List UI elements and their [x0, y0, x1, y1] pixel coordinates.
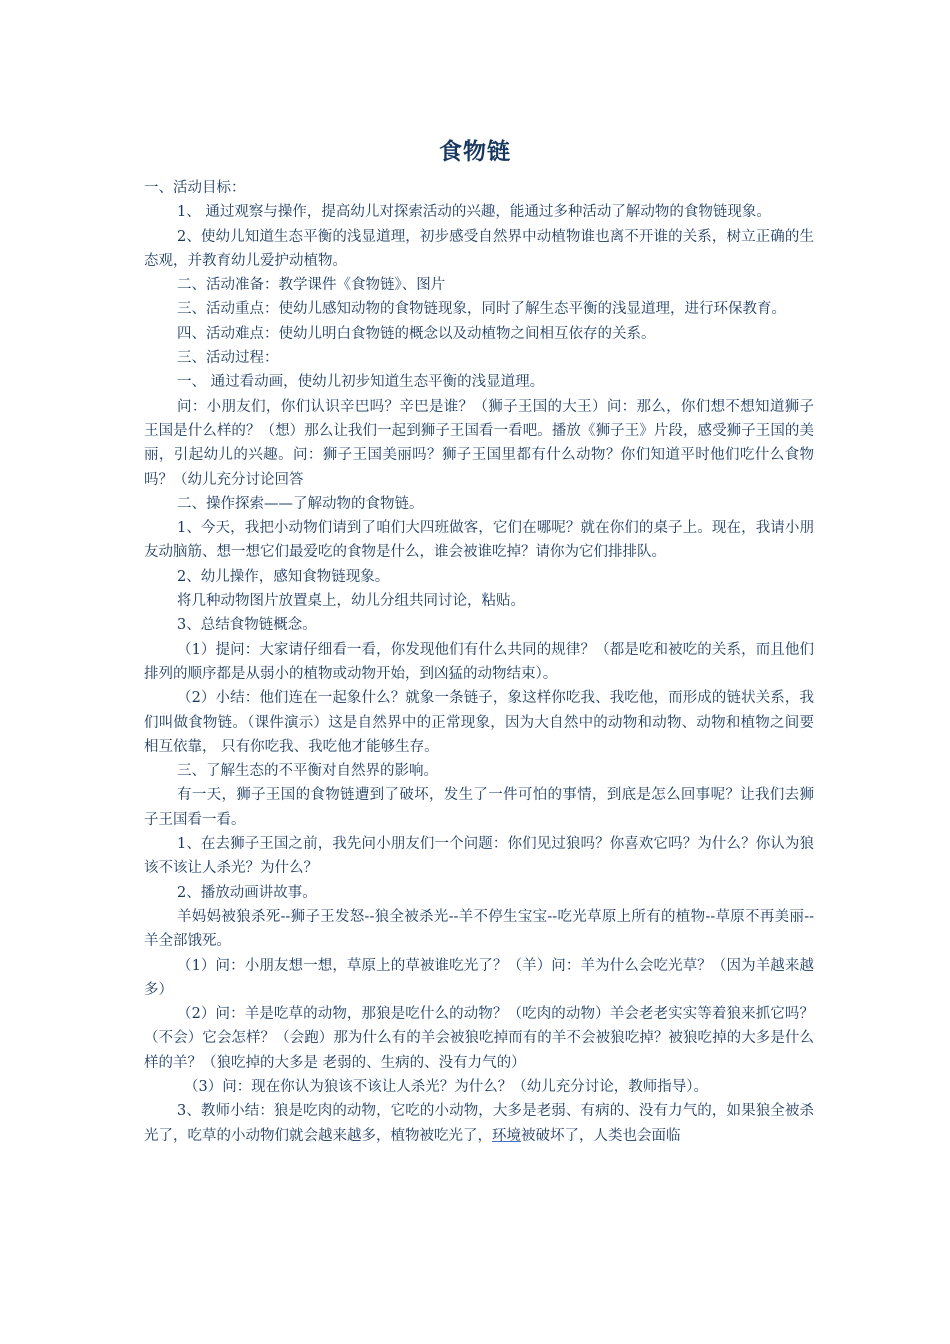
paragraph: 2、播放动画讲故事。	[177, 884, 317, 901]
paragraph: 三、活动过程：	[177, 350, 279, 367]
paragraph: 四、活动难点：使幼儿明白食物链的概念以及动植物之间相互依存的关系。	[177, 325, 656, 342]
paragraph: 二、操作探索——了解动物的食物链。	[177, 495, 424, 512]
paragraph: 3、总结食物链概念。	[177, 617, 317, 634]
document-title: 食物链	[439, 139, 511, 165]
paragraph: 三、活动重点：使幼儿感知动物的食物链现象，同时了解生态平衡的浅显道理，进行环保教育。	[177, 301, 786, 318]
paragraph: 一、活动目标：	[144, 180, 246, 196]
paragraph-text: 3、教师小结：狼是吃肉的动物，它吃的小动物，大多是老弱、有病的、没有力气的，如果狼全被杀光了，吃草的小动物们就会越来越多，植物被吃光了，	[144, 1103, 814, 1144]
paragraph: 三、了解生态的不平衡对自然界的影响。	[177, 763, 438, 780]
document-body	[144, 176, 814, 1148]
environment-link[interactable]: 环境	[492, 1127, 521, 1144]
paragraph: 有一天，狮子王国的食物链遭到了破坏，发生了一件可怕的事情，到底是怎么回事呢？让我们去狮子王国看一看。	[144, 787, 814, 828]
paragraph: 问：小朋友们，你们认识辛巴吗？辛巴是谁？（狮子王国的大王）问：那么，你们想不想知道狮子王国是什么样的？（想）那么让我们一起到狮子王国看一看吧。播放《狮子王》片段，感受狮子王国的美丽，引起幼儿的兴趣。问：狮子王国美丽吗？狮子王国里都有什么动物？你们知道平时他们吃什么食物吗？（幼儿充分讨论回答	[144, 398, 814, 488]
paragraph: 1、今天，我把小动物们请到了咱们大四班做客，它们在哪呢？就在你们的桌子上。现在，我请小朋友动脑筋、想一想它们最爱吃的食物是什么，谁会被谁吃掉？请你为它们排排队。	[144, 520, 814, 561]
paragraph: 2、使幼儿知道生态平衡的浅显道理，初步感受自然界中动植物谁也离不开谁的关系，树立正确的生态观，并教育幼儿爱护动植物。	[144, 228, 814, 269]
paragraph-last	[144, 1099, 814, 1148]
paragraph: 二、活动准备：教学课件《食物链》、图片	[177, 277, 446, 294]
paragraph: 1、 通过观察与操作，提高幼儿对探索活动的兴趣，能通过多种活动了解动物的食物链现象。	[177, 204, 771, 221]
paragraph: （3）问：现在你认为狼该不该让人杀光？为什么？（幼儿充分讨论，教师指导）。	[184, 1078, 708, 1095]
paragraph: 一、 通过看动画，使幼儿初步知道生态平衡的浅显道理。	[177, 374, 545, 391]
paragraph: 将几种动物图片放置桌上，幼儿分组共同讨论，粘贴。	[177, 593, 525, 610]
paragraph: 羊妈妈被狼杀死--狮子王发怒--狼全被杀光--羊不停生宝宝--吃光草原上所有的植物--草原不再美丽--羊全部饿死。	[144, 908, 814, 950]
paragraph: 1、在去狮子王国之前，我先问小朋友们一个问题：你们见过狼吗？你喜欢它吗？为什么？你认为狼该不该让人杀光？为什么？	[144, 836, 814, 877]
paragraph: （2）小结：他们连在一起象什么？就象一条链子，象这样你吃我、我吃他，而形成的链状关系，我们叫做食物链。（课件演示）这是自然界中的正常现象，因为大自然中的动物和动物、动物和植物之间要相互依靠， 只有你吃我、我吃他才能够生存。	[144, 690, 814, 755]
paragraph: （1）问：小朋友想一想，草原上的草被谁吃光了？（羊）问：羊为什么会吃光草？（因为羊越来越多）	[144, 957, 814, 998]
paragraph: （2）问：羊是吃草的动物，那狼是吃什么的动物？（吃肉的动物）羊会老老实实等着狼来抓它吗？（不会）它会怎样？（会跑）那为什么有的羊会被狼吃掉而有的羊不会被狼吃掉？被狼吃掉的大多是什么样的羊？（狼吃掉的大多是 老弱的、生病的、没有力气的）	[144, 1006, 814, 1071]
paragraph: 2、幼儿操作，感知食物链现象。	[177, 568, 390, 585]
paragraph: （1）提问：大家请仔细看一看，你发现他们有什么共同的规律？（都是吃和被吃的关系，而且他们排列的顺序都是从弱小的植物或动物开始，到凶猛的动物结束）。	[144, 641, 814, 682]
paragraph-text: 被破坏了，人类也会面临	[521, 1127, 681, 1144]
